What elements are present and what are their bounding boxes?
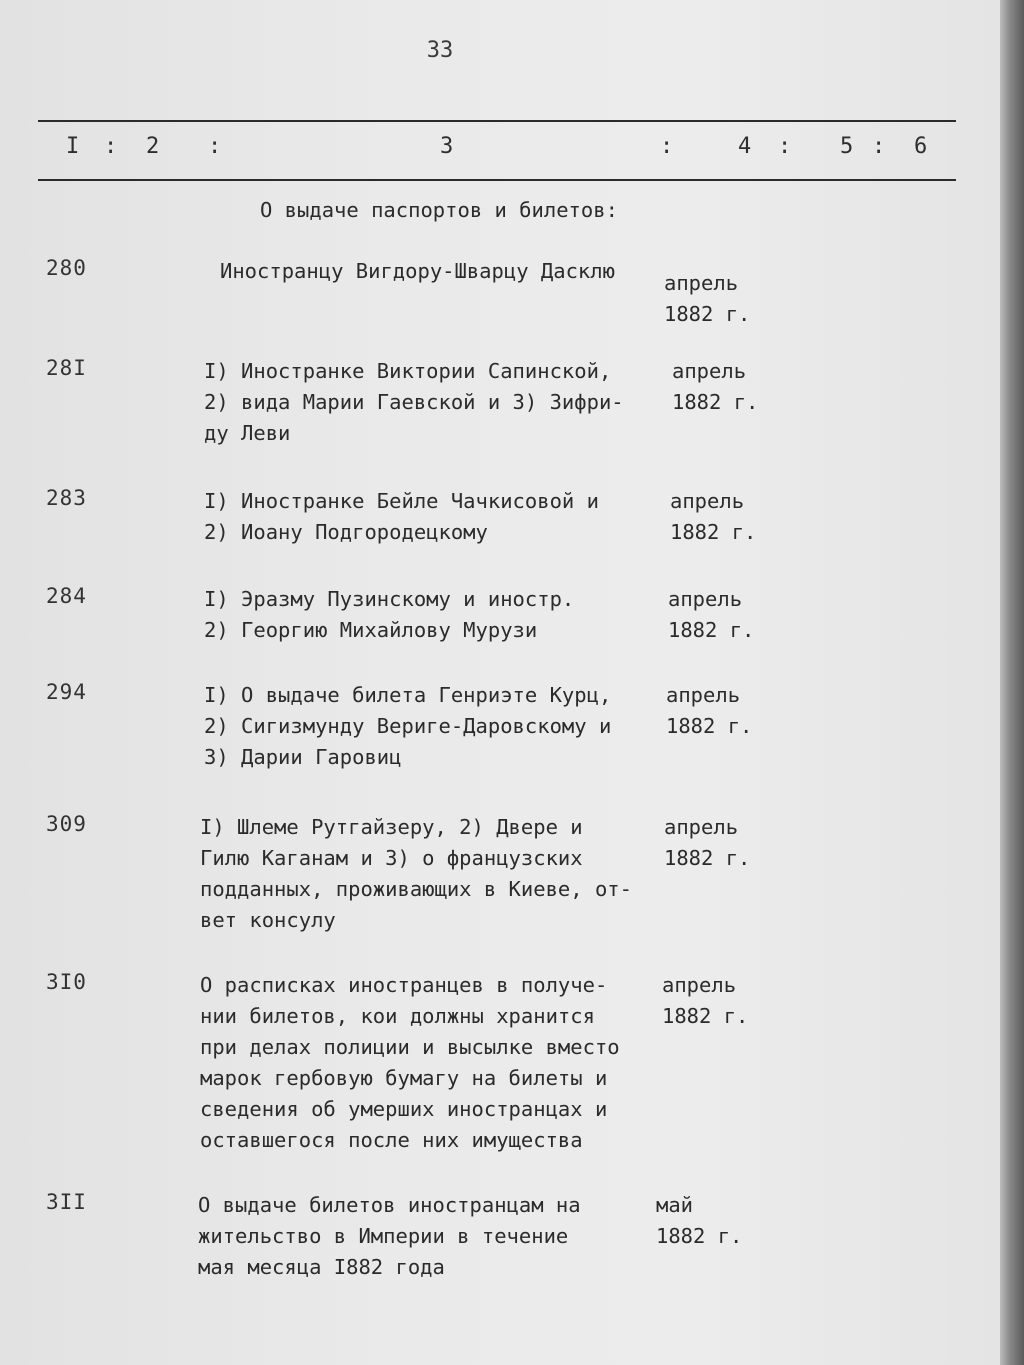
entry-date: апрель 1882 г. — [662, 973, 749, 1028]
entry-date: апрель 1882 г. — [672, 359, 759, 414]
entry-description: I) О выдаче билета Генриэте Курц, 2) Сигизмунду Вериге-Даровскому и 3) Дарии Гаровиц — [204, 683, 612, 769]
entry-date: апрель 1882 г. — [666, 683, 753, 738]
entry-description: I) Иностранке Бейле Чачкисовой и 2) Иоану Подгородецкому — [204, 489, 599, 544]
page-number: 33 — [426, 38, 454, 63]
column-header-1: I — [66, 134, 80, 159]
page-edge-shadow — [1000, 0, 1024, 1365]
entry-number: 309 — [46, 812, 87, 836]
entry-number: 283 — [46, 486, 87, 510]
entry-date: апрель 1882 г. — [670, 489, 757, 544]
entry-date: апрель 1882 г. — [664, 815, 751, 870]
entry-number: 28I — [46, 356, 87, 380]
entry-date: апрель 1882 г. — [668, 587, 755, 642]
column-separator: : — [208, 134, 222, 159]
header-rule-bottom — [38, 179, 956, 181]
header-rule-top — [38, 120, 956, 122]
entry-number: 284 — [46, 584, 87, 608]
column-header-2: 2 — [146, 134, 160, 159]
column-header-3: 3 — [440, 134, 454, 159]
column-separator: : — [778, 134, 792, 159]
column-separator: : — [104, 134, 118, 159]
column-separator: : — [872, 134, 886, 159]
column-header-4: 4 — [738, 134, 752, 159]
entry-description: О расписках иностранцев в получе- нии билетов, кои должны хранится при делах полиции и высылке вместо марок гербовую бумагу на билеты и сведения об умерших иностранцах и оставшегося после них имущества — [200, 973, 620, 1152]
entry-date: май 1882 г. — [656, 1193, 743, 1248]
section-title: О выдаче паспортов и билетов: — [260, 198, 618, 222]
entry-number: 294 — [46, 680, 87, 704]
column-header-6: 6 — [914, 134, 928, 159]
entry-description: I) Шлеме Рутгайзеру, 2) Двере и Гилю Каганам и 3) о французских подданных, проживающих в Киеве, от- вет консулу — [200, 815, 632, 932]
entry-description: I) Иностранке Виктории Сапинской, 2) вида Марии Гаевской и 3) Зифри- ду Леви — [204, 359, 624, 445]
entry-description: О выдаче билетов иностранцам на жительство в Империи в течение мая месяца I882 года — [198, 1193, 581, 1279]
column-header-5: 5 — [840, 134, 854, 159]
column-separator: : — [660, 134, 674, 159]
entry-number: 3I0 — [46, 970, 87, 994]
entry-date: апрель 1882 г. — [664, 271, 751, 326]
entry-description: Иностранцу Вигдору-Шварцу Дасклю — [220, 259, 615, 283]
entry-number: 280 — [46, 256, 87, 280]
entry-number: 3II — [46, 1190, 87, 1214]
entry-description: I) Эразму Пузинскому и иностр. 2) Георгию Михайлову Мурузи — [204, 587, 575, 642]
